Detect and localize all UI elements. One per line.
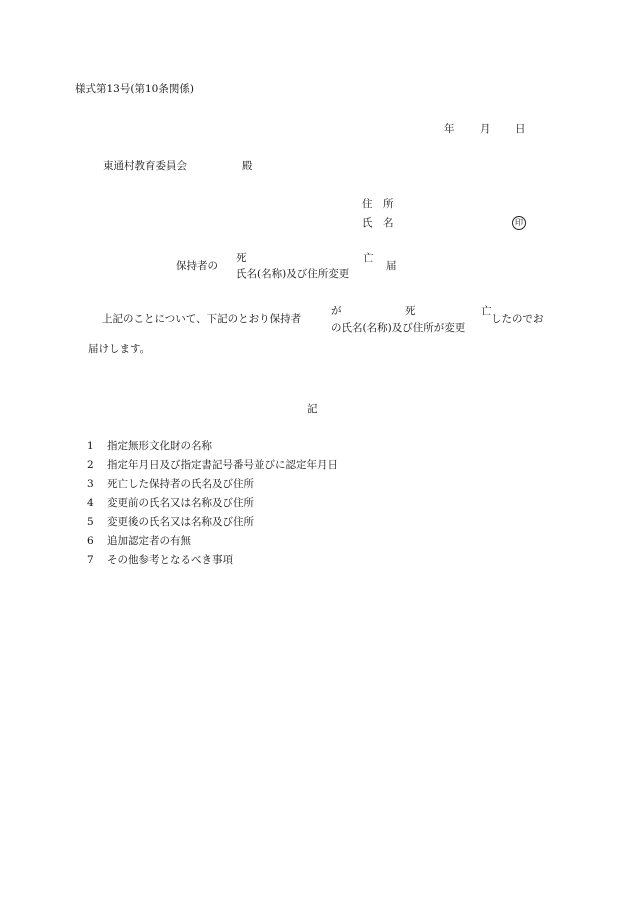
list-item	[87, 536, 338, 555]
body-lead: 上記のことについて、下記のとおり保持者	[102, 313, 302, 325]
item-text: 変更前の氏名又は名称及び住所	[107, 497, 254, 509]
list-item	[87, 460, 338, 479]
body-death-2: 亡	[481, 305, 492, 317]
name-label-1: 氏	[362, 217, 373, 229]
item-text: 死亡した保持者の氏名及び住所	[107, 478, 254, 490]
title-change: 氏名(名称)及び住所変更	[236, 268, 350, 280]
date-day-label: 日	[515, 123, 526, 135]
body-line-2: 届けします。	[88, 343, 151, 355]
body-death-1: 死	[405, 305, 416, 317]
item-text: 追加認定者の有無	[107, 535, 191, 547]
title-death-1: 死	[236, 252, 247, 264]
form-number: 様式第13号(第10条関係)	[75, 83, 194, 95]
item-number: 1	[87, 440, 94, 452]
item-number: 4	[87, 497, 94, 509]
title-suffix: 届	[386, 260, 397, 272]
item-text: 変更後の氏名又は名称及び住所	[107, 516, 254, 528]
addressee-name: 東通村教育委員会	[103, 160, 187, 172]
list-item	[87, 498, 338, 517]
title-death-2: 亡	[363, 252, 374, 264]
date-year-label: 年	[444, 123, 455, 135]
item-list	[87, 441, 338, 574]
seal-mark: 印	[512, 216, 526, 230]
ki-heading: 記	[307, 403, 318, 415]
list-item	[87, 517, 338, 536]
body-trail: したのでお	[491, 313, 544, 325]
addressee-honorific: 殿	[242, 160, 253, 172]
body-change: の氏名(名称)及び住所が変更	[331, 322, 466, 334]
date-month-label: 月	[480, 123, 491, 135]
address-label-2: 所	[383, 198, 394, 210]
name-label-2: 名	[383, 217, 394, 229]
item-number: 2	[87, 459, 94, 471]
list-item	[87, 441, 338, 460]
title-prefix: 保持者の	[176, 260, 218, 272]
item-number: 3	[87, 478, 94, 490]
item-text: その他参考となるべき事項	[107, 554, 233, 566]
item-number: 7	[87, 554, 94, 566]
list-item	[87, 479, 338, 498]
item-number: 5	[87, 516, 94, 528]
item-text: 指定年月日及び指定書記号番号並びに認定年月日	[107, 459, 338, 471]
item-text: 指定無形文化財の名称	[107, 440, 212, 452]
item-number: 6	[87, 535, 94, 547]
body-ga: が	[331, 305, 342, 317]
address-label-1: 住	[362, 198, 373, 210]
list-item	[87, 555, 338, 574]
